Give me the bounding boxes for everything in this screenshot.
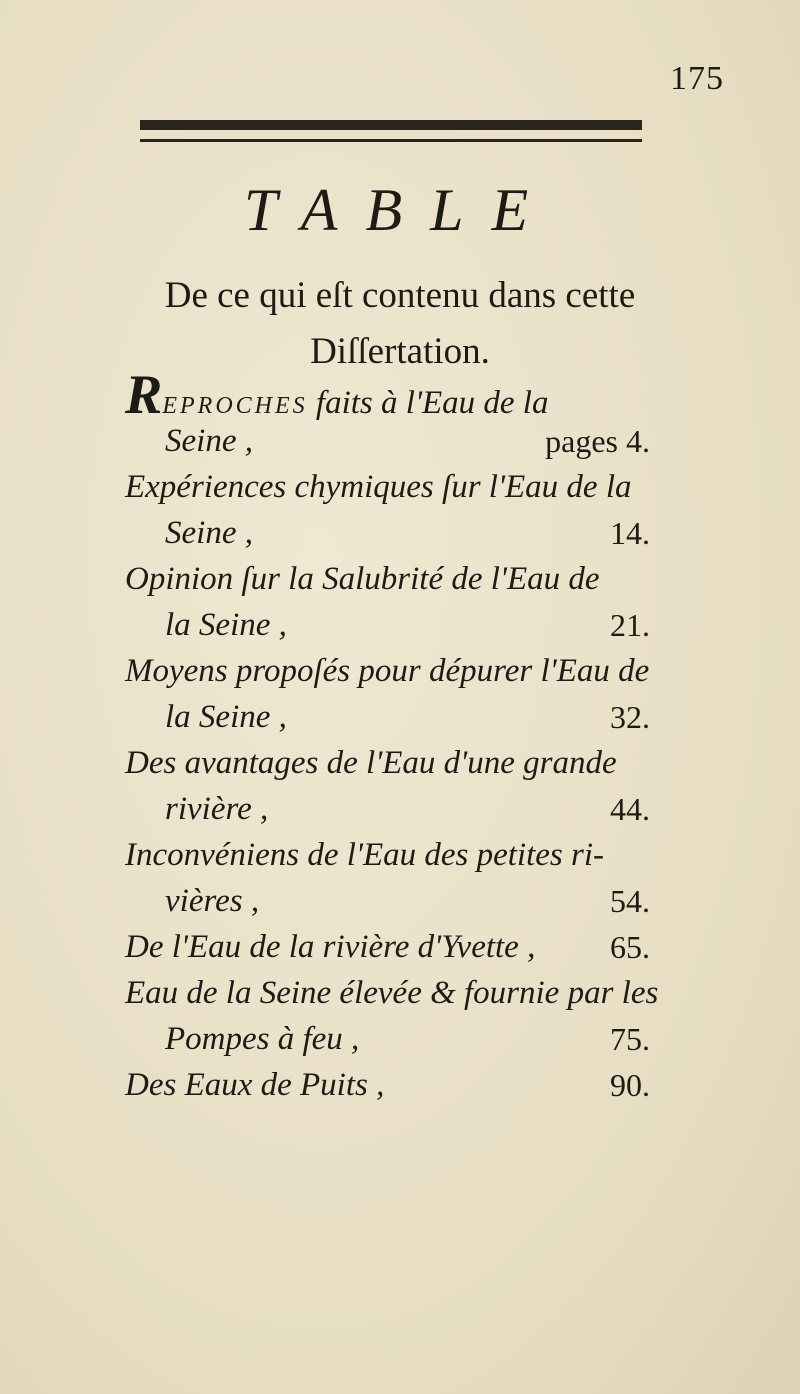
toc-entry-line-2: [0, 418, 800, 464]
toc-entry-text: vières ,: [165, 883, 260, 919]
toc-entry: [0, 1062, 800, 1108]
header-rule-thick: [140, 120, 642, 130]
toc-page-number: 75.: [610, 1021, 650, 1057]
toc-entry-text: Des Eaux de Puits ,: [125, 1067, 385, 1103]
toc-entry-line-1: [0, 364, 800, 426]
small-caps-word: EPROCHES: [162, 393, 308, 419]
toc-entry: [0, 648, 800, 740]
toc-entry-line-2: [0, 694, 800, 740]
toc-entry-line-1: Inconvéniens de l'Eau des petites ri-: [125, 837, 604, 873]
toc-page-number: 32.: [610, 699, 650, 735]
toc-page-number: pages 4.: [545, 423, 650, 459]
toc-entry-line-1: Eau de la Seine élevée & fournie par les: [125, 975, 659, 1011]
toc-entry-text: Pompes à feu ,: [165, 1021, 360, 1057]
toc-entry-line-1: Opinion ſur la Salubrité de l'Eau de: [125, 561, 600, 597]
toc-entry-line-2: [0, 878, 800, 924]
toc-entry-text: la Seine ,: [165, 607, 287, 643]
drop-cap: R: [125, 364, 163, 426]
toc-entry-text: Seine ,: [165, 515, 253, 551]
table-of-contents: [0, 364, 800, 1108]
toc-entry: [0, 464, 800, 556]
toc-entry-text: rivière ,: [165, 791, 269, 827]
toc-entry-line-2: [0, 786, 800, 832]
toc-entry-text: Seine ,: [165, 423, 253, 459]
toc-entry: [0, 740, 800, 832]
toc-entry-line-1: Des avantages de l'Eau d'une grande: [125, 745, 617, 781]
toc-entry-text: De l'Eau de la rivière d'Yvette ,: [125, 929, 536, 965]
toc-page-number: 54.: [610, 883, 650, 919]
toc-page-number: 65.: [610, 929, 650, 965]
toc-entry-line-1: [0, 1062, 800, 1108]
toc-entry: [0, 924, 800, 970]
subtitle-line-2: Diſſertation.: [310, 331, 490, 372]
page-title: TABLE: [243, 177, 557, 243]
toc-entry: [0, 556, 800, 648]
subtitle: [120, 268, 680, 380]
toc-entry-text: la Seine ,: [165, 699, 287, 735]
toc-entry: [0, 364, 800, 464]
toc-page-number: 90.: [610, 1067, 650, 1103]
page-number: 175: [670, 60, 724, 97]
toc-entry: [0, 970, 800, 1062]
toc-entry-text: faits à l'Eau de la: [307, 385, 549, 421]
toc-entry-line-1: Moyens propoſés pour dépurer l'Eau de: [125, 653, 650, 689]
toc-page-number: 14.: [610, 515, 650, 551]
toc-entry-line-1: Expériences chymiques ſur l'Eau de la: [125, 469, 632, 505]
toc-entry-line-2: [0, 1016, 800, 1062]
toc-page-number: 21.: [610, 607, 650, 643]
toc-page-number: 44.: [610, 791, 650, 827]
toc-entry-line-2: [0, 510, 800, 556]
subtitle-line-1: De ce qui eſt contenu dans cette: [164, 275, 636, 316]
header-rule-thin: [140, 139, 642, 142]
toc-entry-line-2: [0, 602, 800, 648]
toc-entry: [0, 832, 800, 924]
toc-entry-line-1: [0, 924, 800, 970]
